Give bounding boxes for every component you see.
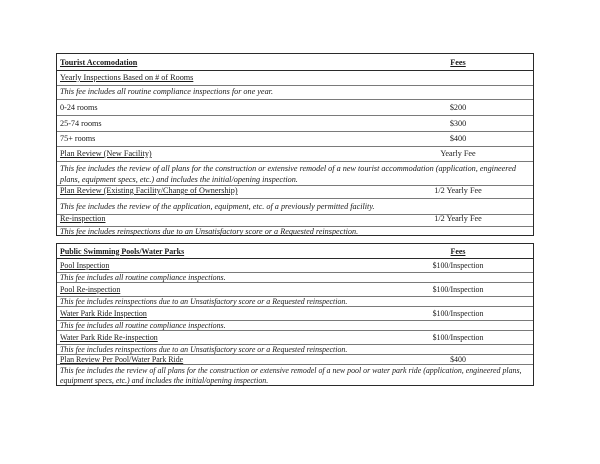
- pool-note-row: [57, 345, 533, 355]
- tourist-title: Tourist Accomodation: [60, 58, 138, 67]
- pool-item-row: [57, 307, 533, 321]
- public-pools-table: [56, 243, 534, 386]
- tier-label: 75+ rooms: [60, 134, 96, 143]
- pool-item-fee: $100/Inspection: [432, 308, 484, 318]
- reinspection-row: [57, 215, 533, 227]
- pools-header-row: [57, 244, 533, 259]
- tourist-fees-header: Fees: [450, 58, 466, 67]
- tourist-accommodation-table: [56, 53, 534, 236]
- pools-title: Public Swimming Pools/Water Parks: [60, 246, 185, 256]
- pool-plan-label: Plan Review Per Pool/Water Park Ride: [60, 354, 184, 364]
- plan-existing-fee: 1/2 Yearly Fee: [434, 186, 482, 195]
- pool-item-fee: $100/Inspection: [432, 284, 484, 294]
- plan-existing-row: [57, 186, 533, 199]
- pool-item-label: Pool Inspection: [60, 260, 110, 270]
- plan-new-fee: Yearly Fee: [440, 149, 476, 158]
- pool-plan-note: This fee includes the review of all plans for the construction or extensive remodel of a new pool or water park ride (application, engineered plans, equipment specs, etc.) and includes the initial/opening inspection.: [60, 366, 522, 385]
- pool-item-fee: $100/Inspection: [432, 260, 484, 270]
- tier-label: 0-24 rooms: [60, 103, 98, 112]
- reinspection-label: Re-inspection: [60, 214, 106, 223]
- pool-note-row: [57, 273, 533, 283]
- pool-item-label: Pool Re-inspection: [60, 284, 121, 294]
- pool-item-row: [57, 259, 533, 273]
- tier-label: 25-74 rooms: [60, 119, 102, 128]
- pool-plan-fee: $400: [450, 354, 466, 364]
- tier-fee: $400: [449, 134, 467, 143]
- tier-row: [57, 132, 533, 147]
- reinspection-note-row: [57, 227, 533, 236]
- pool-plan-note-row: [57, 365, 533, 386]
- plan-existing-note-row: [57, 199, 533, 215]
- tier-fee: $300: [449, 119, 467, 128]
- pool-item-note: This fee includes reinspections due to an Unsatisfactory score or a Requested reinspection.: [60, 296, 348, 306]
- plan-new-row: [57, 147, 533, 162]
- pool-item-label: Water Park Ride Inspection: [60, 308, 147, 318]
- plan-new-note-row: [57, 162, 533, 186]
- pool-note-row: [57, 297, 533, 307]
- pool-item-note: This fee includes reinspections due to an Unsatisfactory score or a Requested reinspection.: [60, 344, 348, 354]
- plan-existing-note: This fee includes the review of the application, equipment, etc. of a previously permitted facility.: [60, 202, 375, 211]
- tourist-header-row: [57, 54, 533, 71]
- pool-item-note: This fee includes all routine compliance inspections.: [60, 320, 226, 330]
- yearly-note: This fee includes all routine compliance inspections for one year.: [60, 87, 273, 96]
- reinspection-note: This fee includes reinspections due to an Unsatisfactory score or a Requested reinspection.: [60, 227, 359, 236]
- pool-item-label: Water Park Ride Re-inspection: [60, 332, 158, 342]
- pool-plan-row: [57, 355, 533, 365]
- pool-item-row: [57, 283, 533, 297]
- pool-note-row: [57, 321, 533, 331]
- reinspection-fee: 1/2 Yearly Fee: [434, 214, 482, 223]
- yearly-heading: Yearly Inspections Based on # of Rooms: [60, 73, 194, 82]
- tier-fee: $200: [449, 103, 467, 112]
- pool-item-row: [57, 331, 533, 345]
- plan-new-note: This fee includes the review of all plans for the construction or extensive remodel of a new tourist accommodation (application, engineered plans, equipment specs, etc.) and includes the initial/opening inspection.: [60, 164, 516, 184]
- plan-new-label: Plan Review (New Facility): [60, 149, 152, 158]
- tier-row: [57, 100, 533, 116]
- pool-item-fee: $100/Inspection: [432, 332, 484, 342]
- yearly-heading-row: [57, 71, 533, 86]
- yearly-note-row: [57, 86, 533, 100]
- pools-fees-header: Fees: [450, 246, 466, 256]
- pool-item-note: This fee includes all routine compliance inspections.: [60, 272, 226, 282]
- plan-existing-label: Plan Review (Existing Facility/Change of Ownership): [60, 186, 238, 195]
- tier-row: [57, 116, 533, 132]
